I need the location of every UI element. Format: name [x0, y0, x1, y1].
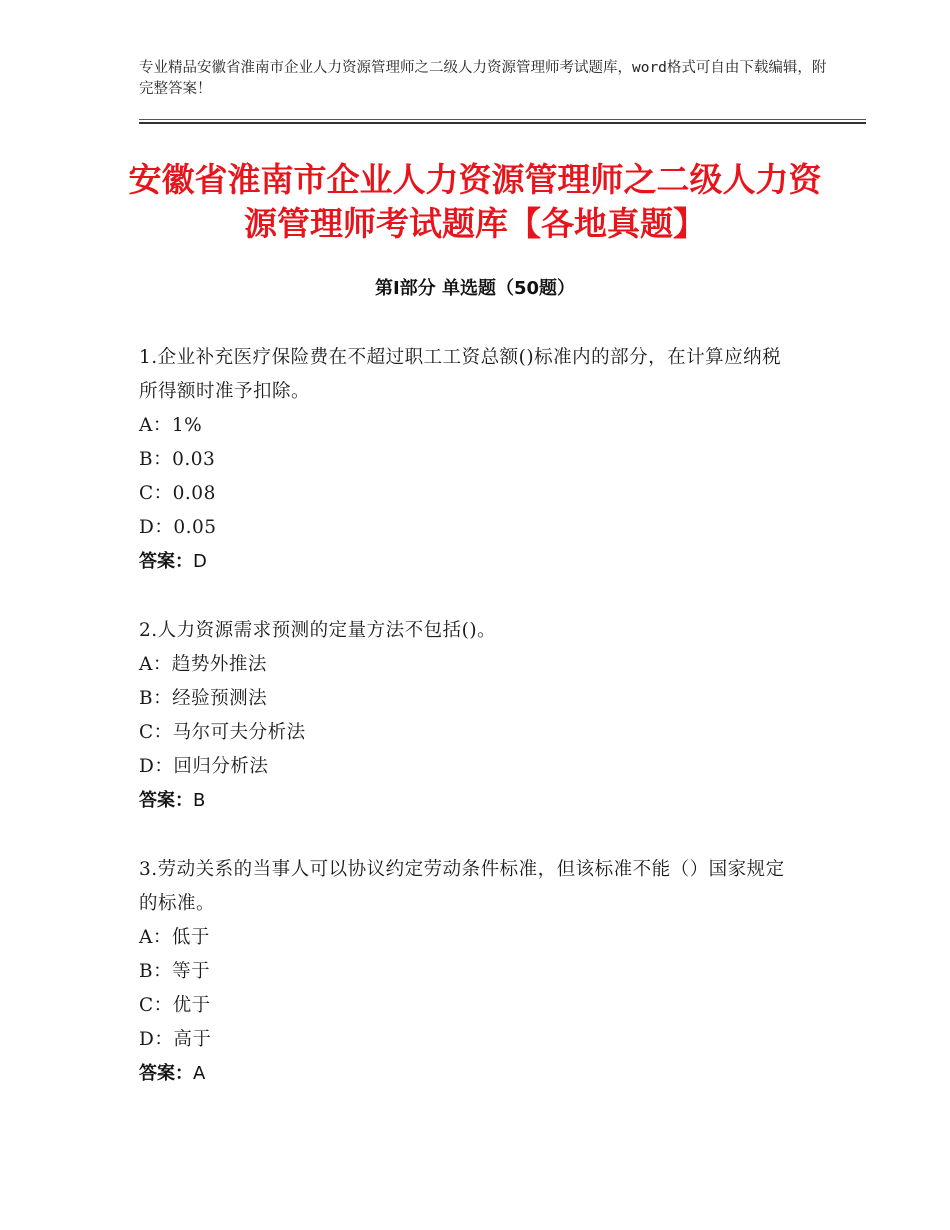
option-a: A：1% — [139, 415, 203, 436]
answer-value: A — [193, 1063, 206, 1084]
question-stem: 3.劳动关系的当事人可以协议约定劳动条件标准，但该标准不能（）国家规定的标准。 — [139, 859, 785, 914]
option-c: C：马尔可夫分析法 — [139, 722, 306, 743]
question-1 — [139, 341, 799, 579]
option-d: D：回归分析法 — [139, 756, 269, 777]
answer-line — [139, 784, 799, 818]
question-3 — [139, 853, 799, 1091]
answer-value: D — [193, 551, 207, 572]
option-d: D：高于 — [139, 1029, 212, 1050]
answer-label: 答案： — [139, 790, 193, 811]
question-stem: 2.人力资源需求预测的定量方法不包括()。 — [139, 620, 497, 641]
question-stem: 1.企业补充医疗保险费在不超过职工工资总额()标准内的部分，在计算应纳税所得额时准予扣除。 — [139, 347, 782, 402]
option-a: A：低于 — [139, 927, 210, 948]
answer-value: B — [193, 790, 206, 811]
header-rule-thin — [139, 119, 866, 120]
option-a: A：趋势外推法 — [139, 654, 267, 675]
answer-label: 答案： — [139, 1063, 193, 1084]
option-c: C：优于 — [139, 995, 211, 1016]
header-note: 专业精品安徽省淮南市企业人力资源管理师之二级人力资源管理师考试题库，word格式可自由下载编辑，附完整答案！ — [139, 60, 827, 97]
header-rule-thick — [139, 122, 866, 124]
option-b: B：0.03 — [139, 449, 216, 470]
option-c: C：0.08 — [139, 483, 216, 504]
answer-label: 答案： — [139, 551, 193, 572]
answer-line — [139, 1057, 799, 1091]
option-b: B：经验预测法 — [139, 688, 268, 709]
question-2 — [139, 614, 799, 818]
option-b: B：等于 — [139, 961, 211, 982]
section-heading: 第Ⅰ部分 单选题（50题） — [374, 278, 575, 299]
document-title: 安徽省淮南市企业人力资源管理师之二级人力资源管理师考试题库【各地真题】 — [128, 160, 822, 243]
option-d: D：0.05 — [139, 517, 217, 538]
answer-line — [139, 545, 799, 579]
